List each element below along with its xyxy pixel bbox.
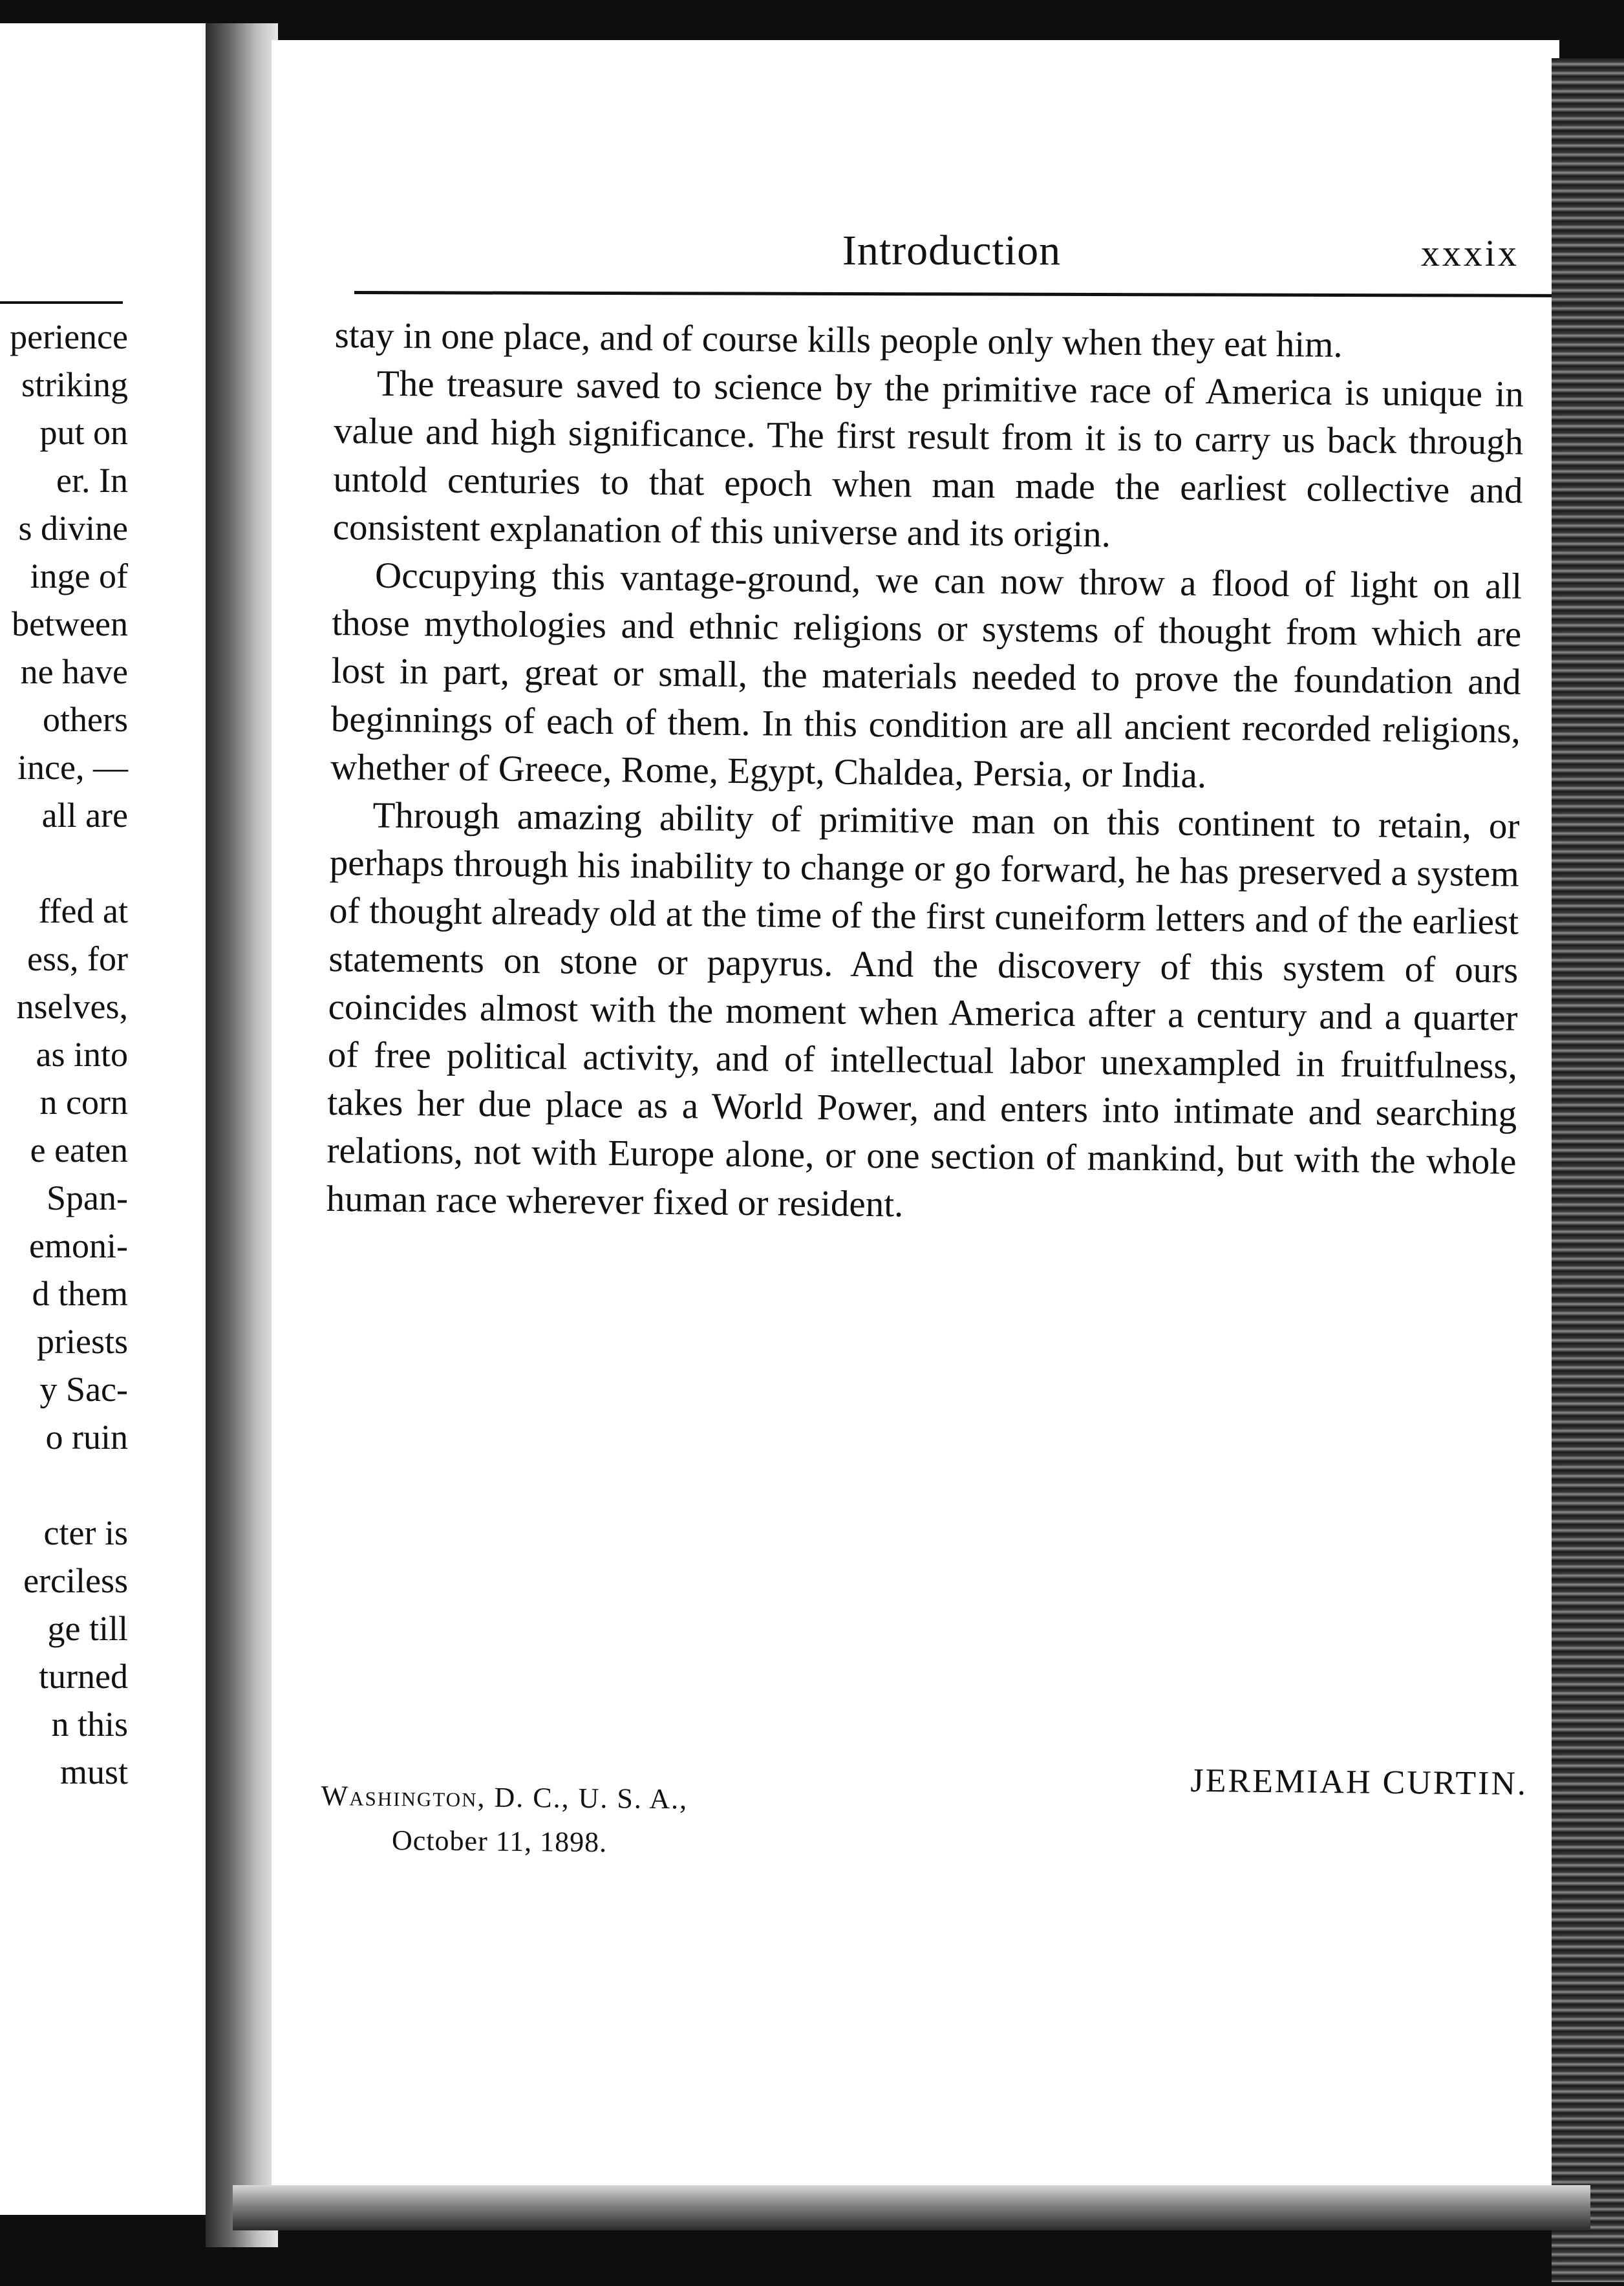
previous-page-line: er. In bbox=[56, 461, 128, 500]
previous-page-line: y Sac- bbox=[39, 1370, 128, 1409]
previous-page-line: turned bbox=[39, 1657, 128, 1696]
previous-page-line: nselves, bbox=[16, 987, 128, 1026]
previous-page-line: priests bbox=[37, 1322, 128, 1361]
previous-page-line: d them bbox=[32, 1274, 128, 1313]
previous-page-line: striking bbox=[21, 365, 128, 404]
paragraph: Through amazing ability of primitive man on this continent to retain, or perhaps through his inability to change or go forward, he has preserved a system of thought already old at the time of the first cuneiform letters and of the earliest statements on stone or papyrus. And the discovery of this system of ours coincides almost with the moment when America after a century and a quarter of free political activity, and of intellectual labor unexampled in fruitfulness, takes her due place as a World Power, and enters into intimate and searching relations, not with Europe alone, or one section of mankind, but with the whole human race wherever fixed or resident. bbox=[326, 795, 1520, 1225]
previous-page-line: emoni- bbox=[29, 1226, 128, 1265]
previous-page-rule bbox=[0, 301, 123, 304]
previous-page-line: ffed at bbox=[38, 892, 128, 930]
previous-page bbox=[0, 23, 213, 2215]
previous-page-line: ge till bbox=[47, 1609, 128, 1648]
previous-page-line: perience bbox=[10, 317, 128, 356]
page-number: xxxix bbox=[1420, 232, 1519, 274]
page-bottom-edge bbox=[233, 2185, 1590, 2230]
previous-page-line: Span- bbox=[47, 1179, 128, 1217]
running-head-title: Introduction bbox=[842, 227, 1062, 274]
previous-page-line: ince, — bbox=[17, 748, 128, 787]
previous-page-line: others bbox=[43, 700, 128, 739]
signature-block bbox=[321, 1708, 1528, 1859]
previous-page-line: inge of bbox=[30, 557, 128, 595]
previous-page-line: n corn bbox=[39, 1083, 128, 1122]
previous-page-line: put on bbox=[39, 413, 128, 452]
previous-page-line: as into bbox=[36, 1035, 128, 1074]
previous-page-line: e eaten bbox=[30, 1131, 128, 1170]
previous-page-line: all are bbox=[41, 796, 128, 835]
page-edge bbox=[1552, 58, 1624, 2282]
paragraph: The treasure saved to science by the primitive race of America is unique in value and high significance. The first result from it is to carry us back through untold centuries to that epoch when man made the earliest collective and consistent explanation of this universe and its origin. bbox=[332, 363, 1524, 555]
dateline-place: Washington, D. C., U. S. A., bbox=[321, 1779, 689, 1815]
author-signature: JEREMIAH CURTIN. bbox=[1190, 1762, 1528, 1802]
previous-page-line: must bbox=[59, 1753, 128, 1791]
previous-page-line: ne have bbox=[20, 652, 128, 691]
previous-page-line: cter is bbox=[43, 1513, 128, 1552]
header-rule bbox=[354, 291, 1554, 297]
page bbox=[272, 40, 1559, 2220]
previous-page-line: erciless bbox=[23, 1561, 128, 1600]
paragraph: Occupying this vantage-ground, we can now throw a flood of light on all those mythologies and ethnic religions or systems of thought from which are lost in part, great or small, the materials needed to prove the foundation and beginnings of each of them. In this condition are all ancient recorded religions, whether of Greece, Rome, Egypt, Chaldea, Persia, or India. bbox=[330, 555, 1522, 796]
previous-page-line: o ruin bbox=[45, 1418, 128, 1457]
running-head bbox=[331, 226, 1519, 284]
previous-page-line: between bbox=[12, 604, 128, 643]
body-text bbox=[326, 312, 1524, 1234]
binding-gutter bbox=[206, 23, 278, 2247]
dateline-date: October 11, 1898. bbox=[391, 1824, 608, 1859]
previous-page-line: s divine bbox=[18, 509, 128, 548]
previous-page-line: n this bbox=[51, 1705, 128, 1744]
paragraph: stay in one place, and of course kills people only when they eat him. bbox=[334, 314, 1343, 365]
previous-page-line: ess, for bbox=[27, 939, 128, 978]
